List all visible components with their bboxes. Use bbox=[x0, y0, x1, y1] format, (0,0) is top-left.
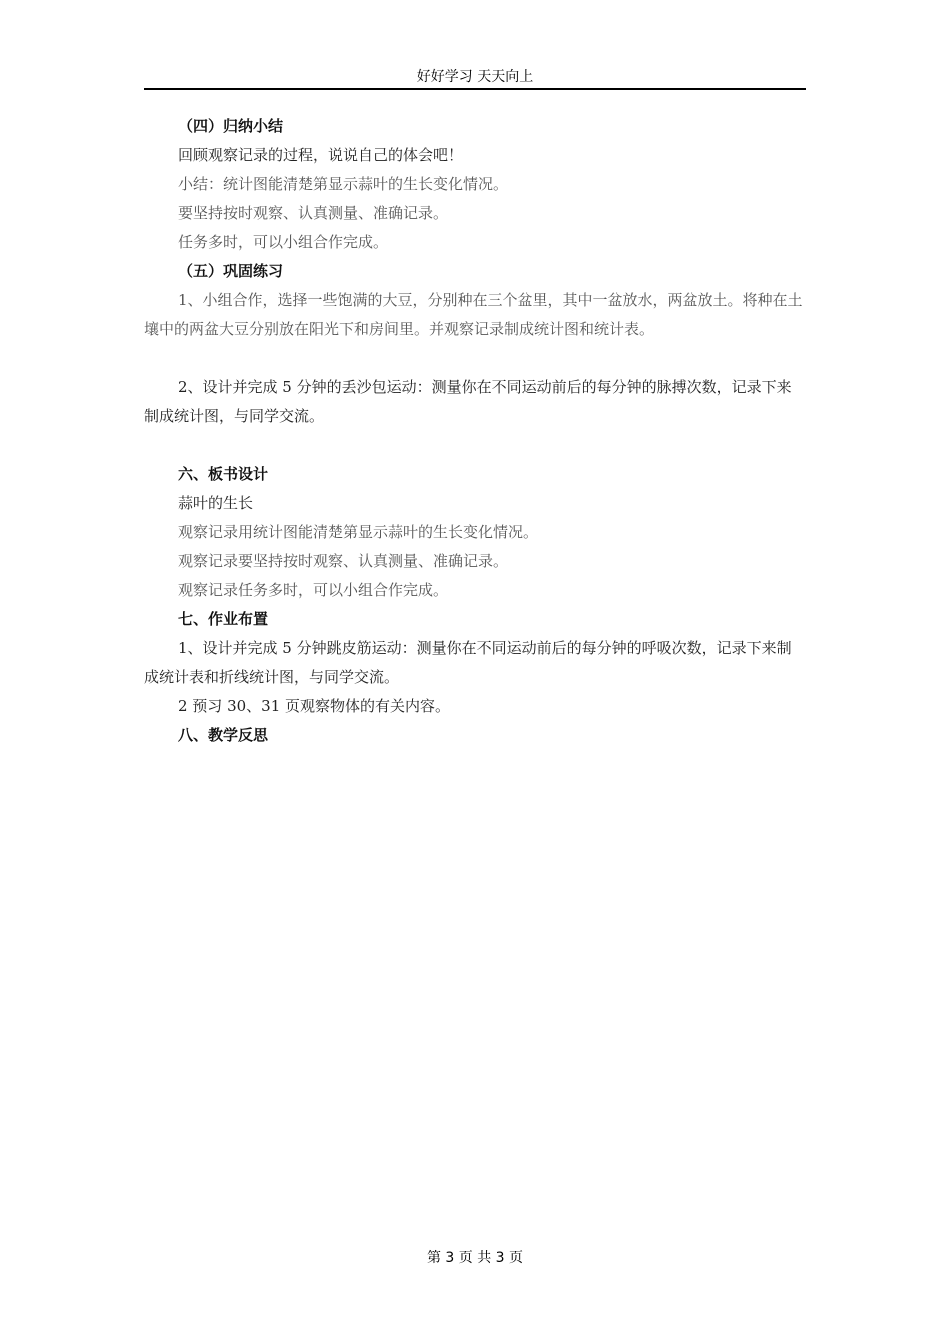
paragraph: 任务多时，可以小组合作完成。 bbox=[178, 233, 389, 251]
page-footer: 第 3 页 共 3 页 bbox=[426, 1250, 524, 1266]
paragraph: 小结：统计图能清楚第显示蒜叶的生长变化情况。 bbox=[178, 175, 509, 193]
section-7-heading: 七、作业布置 bbox=[178, 610, 269, 628]
page-header: 好好学习 天天向上 bbox=[144, 66, 806, 90]
section-6-heading: 六、板书设计 bbox=[178, 465, 269, 483]
paragraph: 观察记录要坚持按时观察、认真测量、准确记录。 bbox=[178, 552, 509, 570]
section-8-heading: 八、教学反思 bbox=[178, 726, 269, 744]
paragraph: 2、设计并完成 5 分钟的丢沙包运动：测量你在不同运动前后的每分钟的脉搏次数，记录下来制成统计图，与同学交流。 bbox=[144, 378, 792, 425]
spacer bbox=[144, 344, 806, 373]
section-5-heading: （五）巩固练习 bbox=[178, 262, 284, 280]
paragraph: 蒜叶的生长 bbox=[178, 494, 254, 512]
spacer bbox=[144, 431, 806, 460]
section-4-heading: （四）归纳小结 bbox=[178, 117, 284, 135]
paragraph: 1、小组合作，选择一些饱满的大豆，分别种在三个盆里，其中一盆放水，两盆放土。将种在土壤中的两盆大豆分别放在阳光下和房间里。并观察记录制成统计图和统计表。 bbox=[144, 291, 803, 338]
paragraph: 2 预习 30、31 页观察物体的有关内容。 bbox=[178, 697, 451, 715]
paragraph: 观察记录用统计图能清楚第显示蒜叶的生长变化情况。 bbox=[178, 523, 539, 541]
document-body bbox=[144, 112, 806, 750]
paragraph: 观察记录任务多时，可以小组合作完成。 bbox=[178, 581, 449, 599]
paragraph: 回顾观察记录的过程，说说自己的体会吧！ bbox=[178, 146, 464, 164]
paragraph: 1、设计并完成 5 分钟跳皮筋运动：测量你在不同运动前后的每分钟的呼吸次数，记录下来制成统计表和折线统计图，与同学交流。 bbox=[144, 639, 792, 686]
paragraph: 要坚持按时观察、认真测量、准确记录。 bbox=[178, 204, 449, 222]
